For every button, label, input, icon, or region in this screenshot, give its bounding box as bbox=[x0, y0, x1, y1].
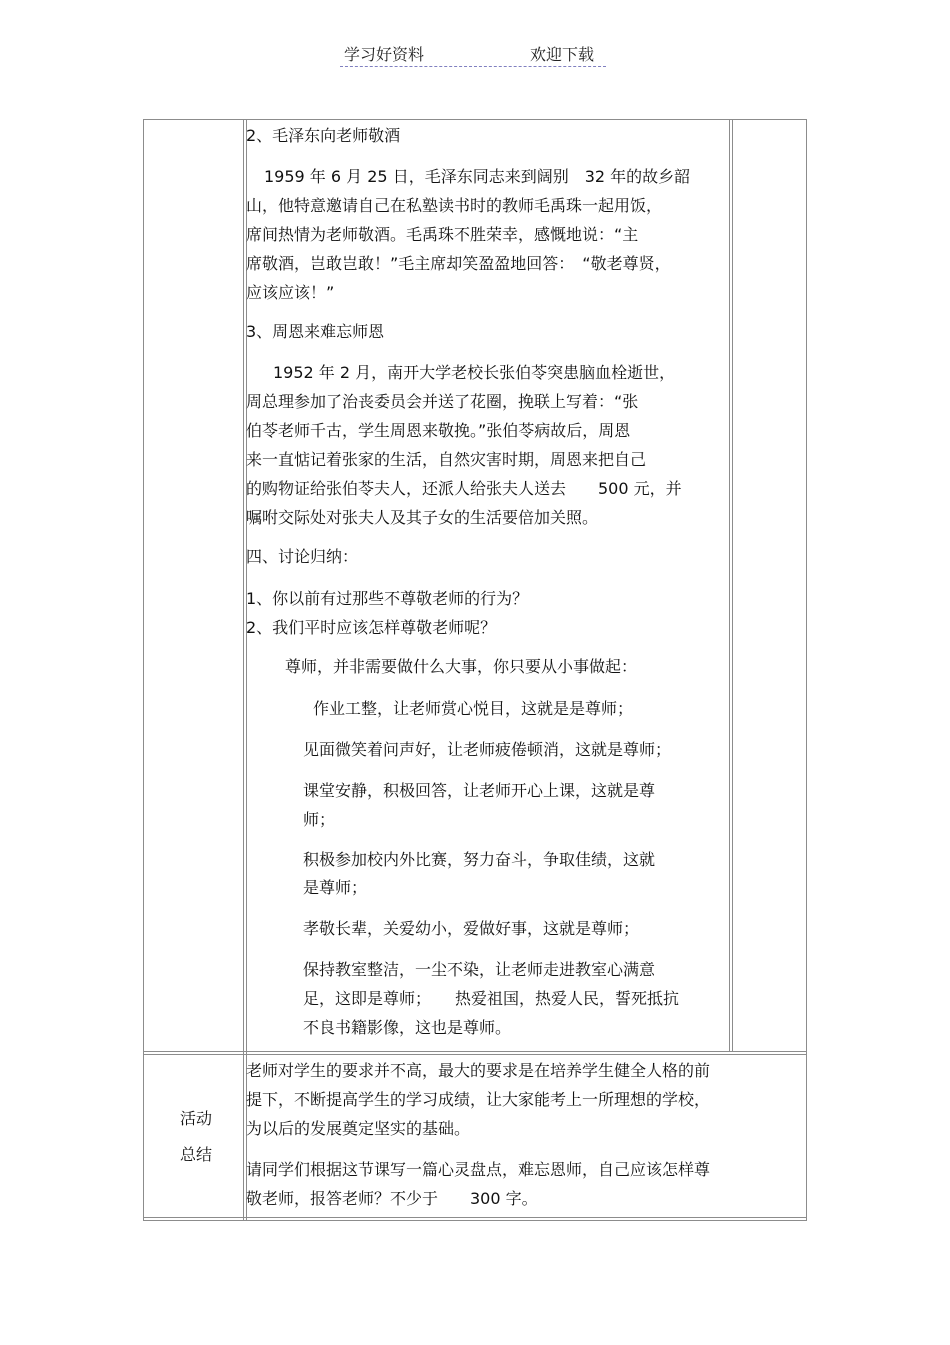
list-line: 积极参加校内外比赛，努力奋斗，争取佳绩，这就 bbox=[303, 850, 656, 869]
list-line: 足，这即是尊师； 热爱祖国，热爱人民，誓死抵抗 bbox=[303, 989, 680, 1008]
section-heading: 2、毛泽东向老师敬酒 bbox=[246, 126, 401, 145]
list-line: 不良书籍影像，这也是尊师。 bbox=[303, 1018, 512, 1037]
page-header bbox=[340, 40, 606, 67]
list-line: 孝敬长辈，关爱幼小，爱做好事，这就是尊师； bbox=[303, 919, 640, 938]
paragraph-line: 1952 年 2 月，南开大学老校长张伯苓突患脑血栓逝世， bbox=[273, 363, 676, 382]
paragraph-line: 嘱咐交际处对张夫人及其子女的生活要倍加关照。 bbox=[246, 508, 599, 527]
paragraph-line: 山，他特意邀请自己在私塾读书时的教师毛禹珠一起用饭， bbox=[246, 196, 663, 215]
column-divider-1 bbox=[243, 119, 244, 1221]
paragraph-line: 席敬酒，岂敢岂敢！”毛主席却笑盈盈地回答： “敬老尊贤， bbox=[246, 254, 671, 273]
paragraph-line: 1959 年 6 月 25 日，毛泽东同志来到阔别 32 年的故乡韶 bbox=[264, 167, 691, 186]
summary-line: 敬老师，报答老师？不少于 300 字。 bbox=[246, 1189, 538, 1208]
row-divider-b bbox=[143, 1054, 807, 1055]
list-line: 作业工整，让老师赏心悦目，这就是是尊师； bbox=[313, 699, 634, 718]
paragraph-line: 席间热情为老师敬酒。毛禹珠不胜荣幸，感慨地说：“主 bbox=[246, 225, 639, 244]
list-line: 保持教室整洁，一尘不染，让老师走进教室心满意 bbox=[303, 960, 656, 979]
paragraph-line: 应该应该！” bbox=[246, 283, 335, 302]
table-bottom-b bbox=[143, 1217, 807, 1218]
paragraph-line: 来一直惦记着张家的生活，自然灾害时期，周恩来把自己 bbox=[246, 450, 647, 469]
summary-line: 为以后的发展奠定坚实的基础。 bbox=[246, 1119, 471, 1138]
list-line: 是尊师； bbox=[303, 878, 368, 897]
paragraph-line: 伯苓老师千古，学生周恩来敬挽。”张伯苓病故后，周恩 bbox=[246, 421, 631, 440]
header-left-text: 学习好资料 bbox=[344, 45, 425, 64]
paragraph-line: 周总理参加了治丧委员会并送了花圈，挽联上写着：“张 bbox=[246, 392, 639, 411]
header-right-text: 欢迎下载 bbox=[530, 45, 595, 64]
summary-line: 请同学们根据这节课写一篇心灵盘点，难忘恩师，自己应该怎样尊 bbox=[246, 1160, 711, 1179]
question-line: 2、我们平时应该怎样尊敬老师呢？ bbox=[246, 618, 497, 637]
list-line: 师； bbox=[303, 810, 336, 829]
list-line: 课堂安静，积极回答，让老师开心上课，这就是尊 bbox=[303, 781, 656, 800]
section-heading: 3、周恩来难忘师恩 bbox=[246, 322, 385, 341]
summary-line: 提下，不断提高学生的学习成绩，让大家能考上一所理想的学校， bbox=[246, 1090, 711, 1109]
row-divider bbox=[143, 1051, 807, 1052]
column-divider-2b bbox=[732, 119, 733, 1051]
intro-line: 尊师，并非需要做什么大事，你只要从小事做起： bbox=[285, 657, 638, 676]
paragraph-line: 的购物证给张伯苓夫人，还派人给张夫人送去 500 元，并 bbox=[246, 479, 682, 498]
question-line: 1、你以前有过那些不尊敬老师的行为？ bbox=[246, 589, 529, 608]
section-heading: 四、讨论归纳： bbox=[246, 547, 359, 566]
summary-label-line: 活动 bbox=[180, 1109, 213, 1128]
summary-label-line: 总结 bbox=[180, 1145, 213, 1164]
column-divider-2 bbox=[729, 119, 730, 1051]
list-line: 见面微笑着问声好，让老师疲倦顿消，这就是尊师； bbox=[303, 740, 672, 759]
summary-line: 老师对学生的要求并不高，最大的要求是在培养学生健全人格的前 bbox=[246, 1061, 711, 1080]
